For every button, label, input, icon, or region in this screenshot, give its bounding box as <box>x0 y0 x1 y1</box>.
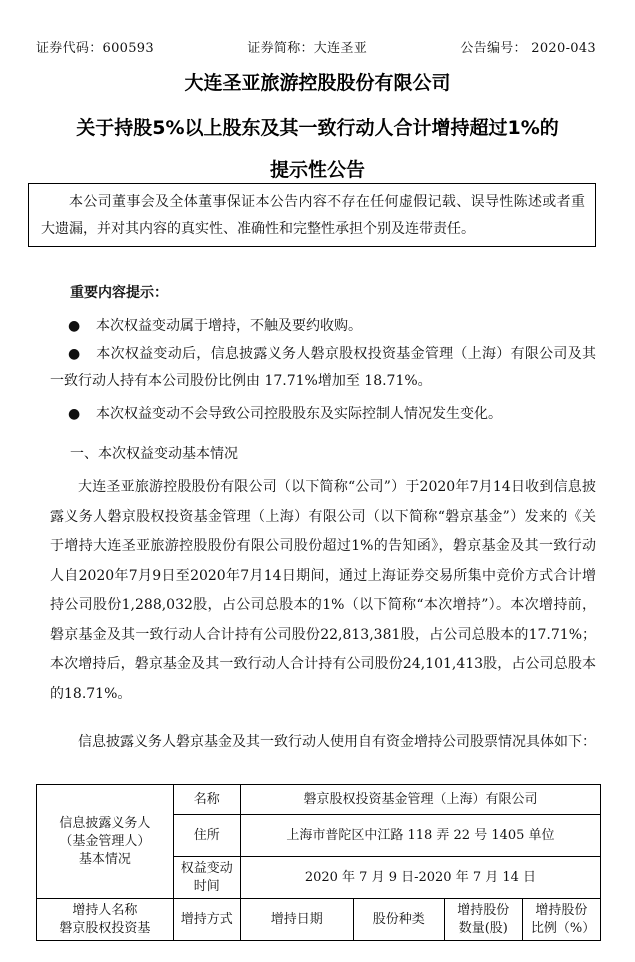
table-cell-value: 上海市普陀区中江路 118 弄 22 号 1405 单位 <box>240 815 600 857</box>
table-cell-value: 磐京股权投资基 <box>59 920 151 936</box>
announcement-number: 公告编号： 2020-043 <box>460 41 596 56</box>
stock-code: 证券代码：600593 <box>36 41 154 56</box>
key-point-item <box>50 313 596 340</box>
table-cell-label: 住所 <box>173 815 240 857</box>
announcement-title-line1: 关于持股5%以上股东及其一致行动人合计增持超过1%的 <box>76 117 559 139</box>
header-row <box>36 37 596 56</box>
shareholder-info-table <box>36 784 601 941</box>
announcement-title-line2: 提示性公告 <box>269 159 365 181</box>
bullet-icon: ● <box>68 318 81 334</box>
key-point-text: 本次权益变动后，信息披露义务人磐京股权投资基金管理（上海）有限公司及其一致行动人持有本公司股份比例由 17.71%增加至 18.71%。 <box>50 346 596 389</box>
section-paragraph-2: 信息披露义务人磐京基金及其一致行动人使用自有资金增持公司股票情况具体如下： <box>78 734 596 750</box>
table-header-cell: 增持股份比例（%） <box>522 899 600 941</box>
key-point-item <box>50 341 596 395</box>
bullet-icon: ● <box>68 346 81 362</box>
table-header-cell: 增持股份数量(股) <box>444 899 522 941</box>
bullet-icon: ● <box>68 406 81 422</box>
table-group-label: 信息披露义务人（基金管理人）基本情况 <box>37 785 174 899</box>
key-point-item <box>50 401 596 428</box>
table-header-cell <box>37 899 174 941</box>
board-statement-box: 本公司董事会及全体董事保证本公告内容不存在任何虚假记载、误导性陈述或者重大遗漏，并对其内容的真实性、准确性和完整性承担个别及连带责任。 <box>28 183 596 247</box>
table-cell-value: 2020 年 7 月 9 日-2020 年 7 月 14 日 <box>240 857 600 899</box>
table-header-cell: 增持日期 <box>240 899 353 941</box>
table-header-cell: 增持人名称 <box>72 902 138 918</box>
table-cell-label: 名称 <box>173 785 240 815</box>
key-point-text: 本次权益变动属于增持，不触及要约收购。 <box>96 318 362 334</box>
table-header-cell: 股份种类 <box>353 899 444 941</box>
table-cell-value: 磐京股权投资基金管理（上海）有限公司 <box>240 785 600 815</box>
table-cell-label: 权益变动时间 <box>173 857 240 899</box>
section-paragraph: 大连圣亚旅游控股股份有限公司（以下简称“公司”）于2020年7月14日收到信息披露义务人磐京股权投资基金管理（上海）有限公司（以下简称“磐京基金”）发来的《关于增持大连圣亚旅游控股股份有限公司股份超过1%的告知函》，磐京基金及其一致行动人自2020年7月9日至2020年7月14日期间，通过上海证券交易所集中竞价方式合计增持公司股份1,288,032股，占公司总股本的1%（以下简称“本次增持”）。本次增持前，磐京基金及其一致行动人合计持有公司股份22,813,381股，占公司总股本的17.71%；本次增持后，磐京基金及其一致行动人合计持有公司股份24,101,413股，占公司总股本的18.71%。 <box>50 479 596 702</box>
stock-short-name: 证券简称：大连圣亚 <box>247 41 367 56</box>
key-point-text: 本次权益变动不会导致公司控股股东及实际控制人情况发生变化。 <box>96 406 502 422</box>
table-header-cell: 增持方式 <box>173 899 240 941</box>
key-points-heading: 重要内容提示： <box>70 285 168 301</box>
section-heading: 一、本次权益变动基本情况 <box>70 446 238 462</box>
company-title: 大连圣亚旅游控股股份有限公司 <box>184 72 451 94</box>
